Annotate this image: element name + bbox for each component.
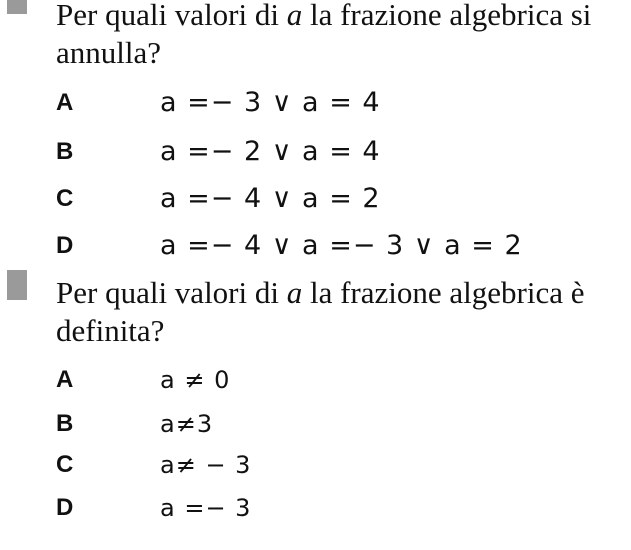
question-text: Per quali valori di a la frazione algebrica è definita? xyxy=(56,275,585,348)
option-letter: C xyxy=(56,185,74,212)
option-c[interactable] xyxy=(0,179,631,219)
question-text: Per quali valori di a la frazione algebrica si annulla? xyxy=(56,0,616,72)
option-c[interactable] xyxy=(0,445,631,485)
option-d[interactable] xyxy=(0,226,631,266)
option-expression: a =− 2 ∨ a = 4 xyxy=(160,136,381,167)
option-a[interactable] xyxy=(0,360,631,400)
option-expression: a≠ − 3 xyxy=(160,451,252,479)
variable: a xyxy=(286,275,303,310)
option-expression: a =− 3 xyxy=(160,494,252,522)
option-letter: B xyxy=(56,410,74,437)
question-marker xyxy=(7,0,27,14)
option-letter: D xyxy=(56,494,74,521)
option-letter: A xyxy=(56,366,74,393)
option-letter: D xyxy=(56,232,74,259)
option-letter: B xyxy=(56,138,74,165)
option-letter: C xyxy=(56,451,74,478)
option-b[interactable] xyxy=(0,404,631,444)
option-expression: a ≠ 0 xyxy=(160,366,231,394)
variable: a xyxy=(286,0,303,32)
option-a[interactable] xyxy=(0,83,631,123)
option-expression: a =− 3 ∨ a = 4 xyxy=(160,87,381,118)
question-marker xyxy=(7,270,27,300)
option-expression: a≠3 xyxy=(160,410,214,438)
option-letter: A xyxy=(56,89,74,116)
option-d[interactable] xyxy=(0,488,631,528)
option-expression: a =− 4 ∨ a =− 3 ∨ a = 2 xyxy=(160,230,523,261)
option-expression: a =− 4 ∨ a = 2 xyxy=(160,183,381,214)
option-b[interactable] xyxy=(0,132,631,172)
